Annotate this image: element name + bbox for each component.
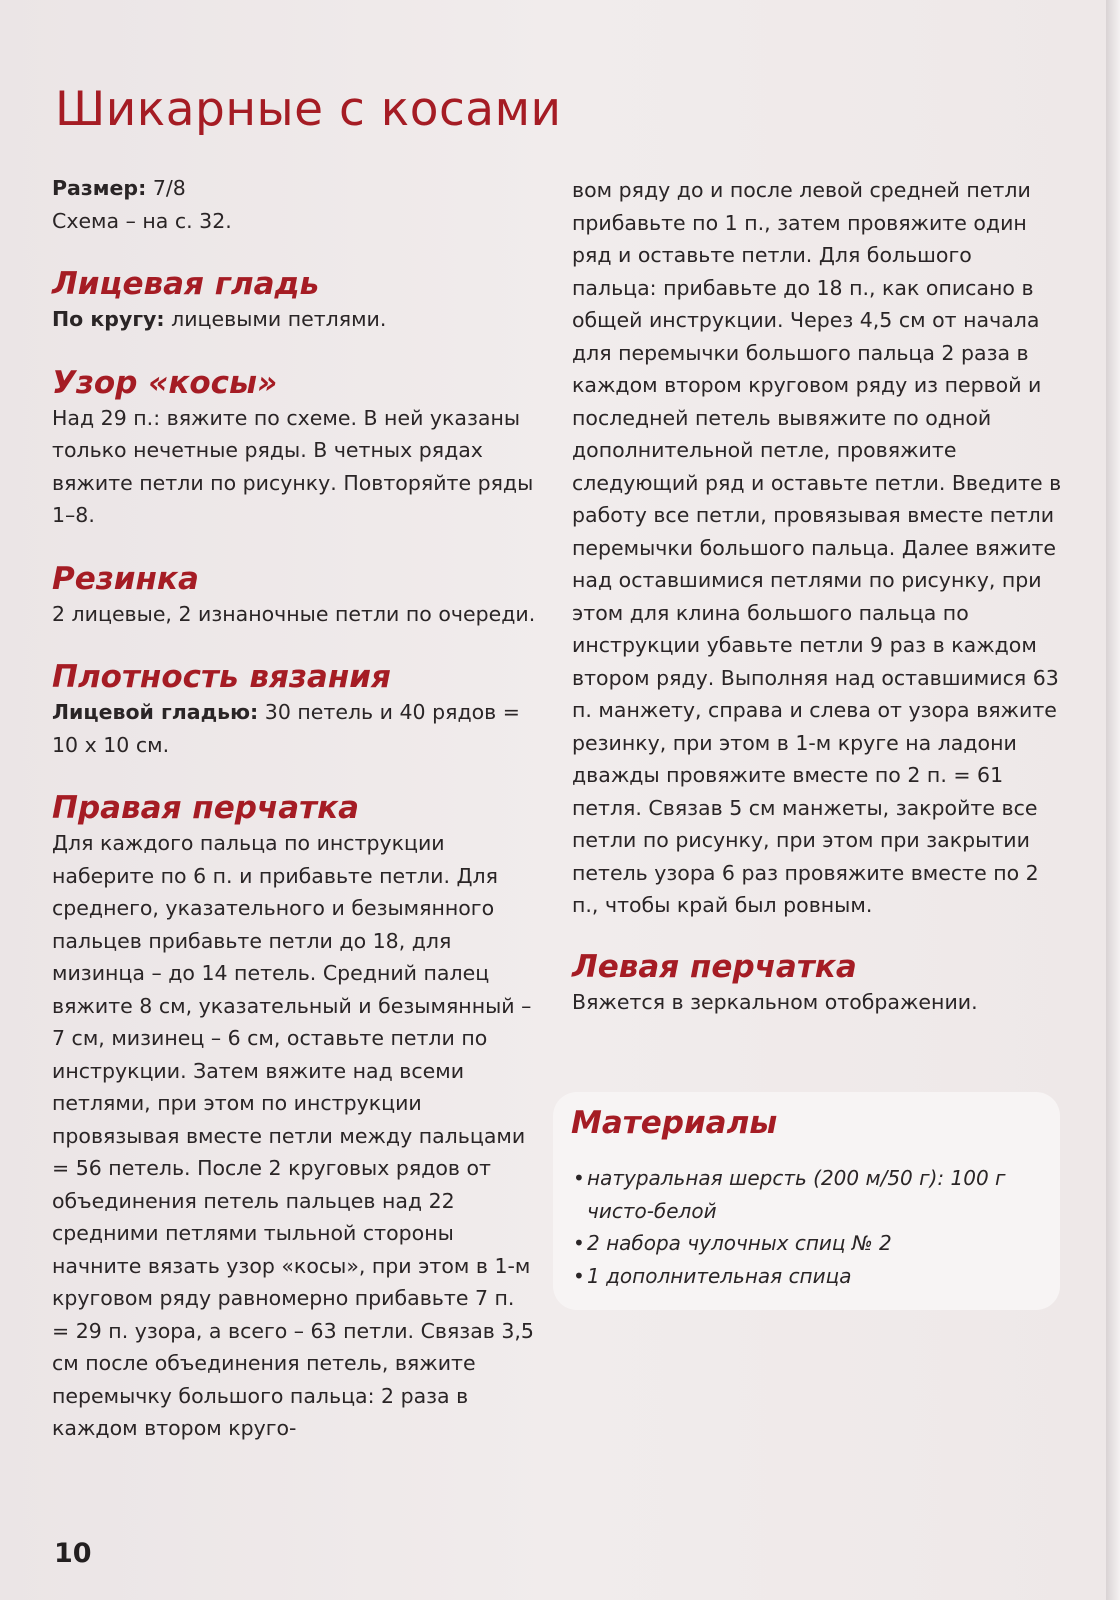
right-column xyxy=(572,174,1062,1018)
gauge-label: Лицевой гладью: xyxy=(52,700,259,724)
section-heading-left-glove: Левая перчатка xyxy=(572,948,857,985)
materials-item: • натуральная шерсть (200 м/50 г): 100 г чисто-белой xyxy=(573,1162,1043,1227)
stockinette-label: По кругу: xyxy=(52,307,165,331)
section-text-gauge xyxy=(52,696,537,761)
section-heading-stockinette: Лицевая гладь xyxy=(52,266,320,302)
page-edge xyxy=(1106,0,1120,1600)
section-heading-cables: Узор «косы» xyxy=(52,364,278,401)
section-text-left-glove: Вяжется в зеркальном отображении. xyxy=(572,989,978,1014)
right-glove-continuation: вом ряду до и после левой средней петли прибавьте по 1 п., затем провяжите один ряд и оставьте петли. Для большого пальца: прибавьте до 18 п., как описано в общей инструкции. Через 4,5 см от начала для перемычки большого пальца 2 раза в каждом втором круговом ряду из первой и последней петель вывяжите по одной дополнительной петле, провяжите следующий ряд и оставьте петли. Введите в работу все петли, провязывая вместе петли перемычки большого пальца. Далее вяжите над оставшимися петлями по рисунку, при этом для клина большого пальца по инструкции убавьте петли 9 раз в каждом втором ряду. Выполняя над оставшимися 63 п. манжету, справа и слева от узора вяжите резинку, при этом в 1-м круге на ладони дважды провяжите вместе по 2 п. = 61 петля. Связав 5 см манжеты, закройте все петли по рисунку, при этом при закрытии петель узора 6 раз провяжите вместе по 2 п., чтобы край был ровным. xyxy=(572,178,1062,917)
page-number: 10 xyxy=(54,1538,92,1569)
materials-list xyxy=(573,1162,1043,1292)
materials-item: • 1 дополнительная спица xyxy=(573,1260,1043,1293)
left-column xyxy=(52,172,537,1445)
gauge-text: 30 петель и 40 рядов = 10 х 10 см. xyxy=(52,700,520,757)
section-heading-gauge: Плотность вязания xyxy=(52,659,391,695)
size-value: 7/8 xyxy=(146,176,186,200)
scheme-line: Схема – на с. 32. xyxy=(52,208,232,233)
size-label: Размер: xyxy=(52,176,147,200)
materials-heading: Материалы xyxy=(571,1105,778,1141)
materials-box xyxy=(553,1092,1060,1310)
section-heading-right-glove: Правая перчатка xyxy=(52,790,360,826)
section-text-stockinette xyxy=(52,303,537,336)
page-title: Шикарные с косами xyxy=(55,82,562,137)
section-text-right-glove: Для каждого пальца по инструкции наберите по 6 п. и прибавьте петли. Для среднего, указательного и безымянного пальцев прибавьте петли до 18, для мизинца – до 14 петель. Средний палец вяжите 8 см, указательный и безымянный – 7 см, мизинец – 6 см, оставьте петли по инструкции. Затем вяжите над всеми петлями, при этом по инструкции провязывая вместе петли между пальцами = 56 петель. После 2 круговых рядов от объединения петель пальцев над 22 средними петлями тыльной стороны начните вязать узор «косы», при этом в 1-м круговом ряду равномерно прибавьте 7 п. = 29 п. узора, а всего – 63 петли. Связав 3,5 см после объединения петель, вяжите перемычку большого пальца: 2 раза в каждом втором круго- xyxy=(52,831,534,1440)
section-heading-ribbing: Резинка xyxy=(52,560,199,597)
section-text-ribbing: 2 лицевые, 2 изнаночные петли по очереди. xyxy=(52,601,536,626)
stockinette-text: лицевыми петлями. xyxy=(164,307,387,331)
materials-item: • 2 набора чулочных спиц № 2 xyxy=(573,1227,1043,1260)
section-text-cables: Над 29 п.: вяжите по схеме. В ней указаны только нечетные ряды. В четных рядах вяжите петли по рисунку. Повторяйте ряды 1–8. xyxy=(52,405,534,527)
size-line xyxy=(52,172,537,205)
